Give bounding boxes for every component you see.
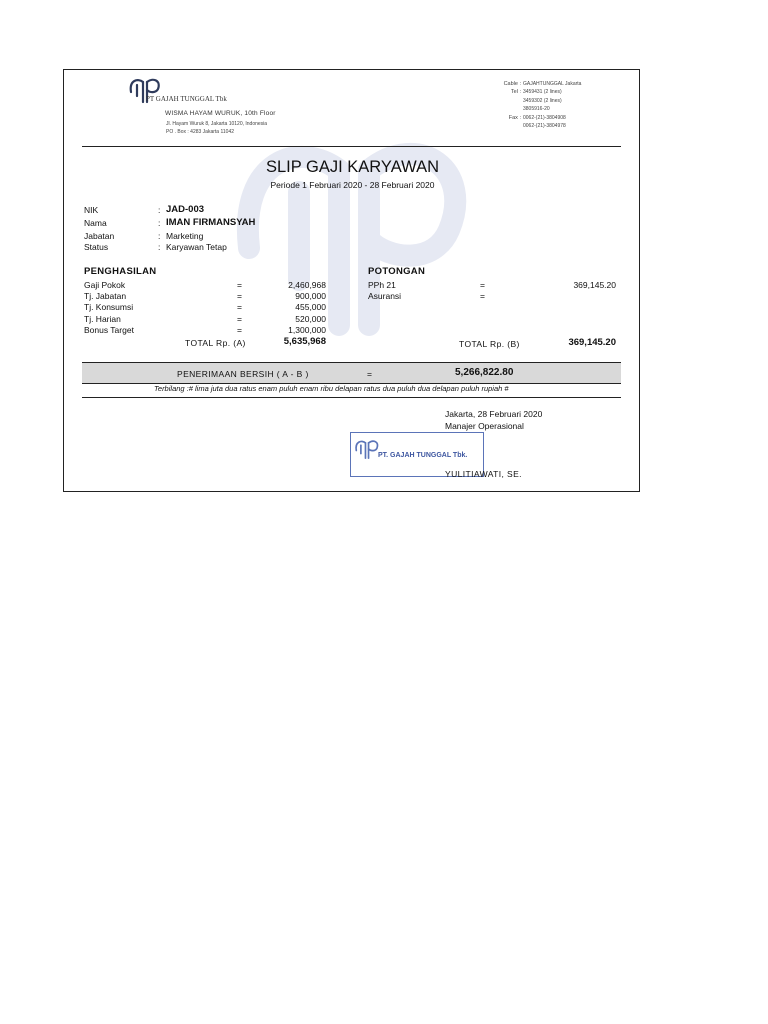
tel-value: 3459302 (2 lines) bbox=[523, 97, 562, 104]
deduction-item-label: Asuransi bbox=[368, 291, 402, 301]
nik-colon: : bbox=[158, 205, 161, 215]
fax-value: 0062-(21)-3804978 bbox=[523, 122, 566, 129]
income-item-label: Tj. Harian bbox=[84, 314, 121, 324]
header-divider bbox=[82, 146, 621, 147]
deduction-item-eq: = bbox=[480, 280, 485, 290]
name-value: IMAN FIRMANSYAH bbox=[166, 217, 256, 228]
deduction-item-eq: = bbox=[480, 291, 485, 301]
position-value: Marketing bbox=[166, 231, 204, 241]
company-po-box: PO . Box : 4283 Jakarta 11042 bbox=[166, 129, 235, 135]
signatory-name: YULITIAWATI, SE. bbox=[445, 469, 522, 479]
status-value: Karyawan Tetap bbox=[166, 242, 227, 252]
income-heading: PENGHASILAN bbox=[84, 266, 157, 277]
company-name: PT GAJAH TUNGGAL Tbk bbox=[146, 95, 227, 103]
income-item-label: Gaji Pokok bbox=[84, 280, 126, 290]
deduction-item-value: 369,145.20 bbox=[573, 280, 616, 290]
income-total-label: TOTAL Rp. (A) bbox=[185, 338, 246, 348]
tel-value: 3459431 (2 lines) bbox=[523, 89, 562, 96]
income-total-value: 5,635,968 bbox=[283, 336, 326, 347]
name-label: Nama bbox=[84, 218, 107, 228]
deduction-item-label: PPh 21 bbox=[368, 280, 396, 290]
deduction-total-label: TOTAL Rp. (B) bbox=[459, 339, 520, 349]
status-label: Status bbox=[84, 242, 109, 252]
stamp-logo-icon bbox=[354, 436, 380, 462]
income-item-eq: = bbox=[237, 325, 242, 335]
fax-value: 0062-(21)-3804908 bbox=[523, 114, 566, 121]
income-item-value: 1,300,000 bbox=[288, 325, 326, 335]
sign-position: Manajer Operasional bbox=[445, 421, 524, 431]
contact-labels bbox=[504, 80, 521, 122]
income-item-eq: = bbox=[237, 291, 242, 301]
income-item-label: Tj. Konsumsi bbox=[84, 302, 134, 312]
net-pay-value: 5,266,822.80 bbox=[455, 367, 514, 378]
income-item-value: 2,460,968 bbox=[288, 280, 326, 290]
net-pay-bar bbox=[82, 362, 621, 384]
company-building: WISMA HAYAM WURUK, 10th Floor bbox=[165, 110, 276, 117]
status-colon: : bbox=[158, 242, 161, 252]
footer-divider bbox=[82, 397, 621, 398]
net-pay-label: PENERIMAAN BERSIH ( A - B ) bbox=[177, 369, 309, 379]
income-item-value: 455,000 bbox=[295, 302, 326, 312]
pay-period: Periode 1 Februari 2020 - 28 Februari 2020 bbox=[270, 180, 435, 190]
income-item-eq: = bbox=[237, 302, 242, 312]
salary-slip bbox=[63, 69, 640, 492]
cable-label: Cable : bbox=[503, 81, 521, 87]
document-title: SLIP GAJI KARYAWAN bbox=[265, 158, 439, 176]
tel-label: Tel : bbox=[510, 89, 521, 96]
position-label: Jabatan bbox=[84, 231, 115, 241]
position-colon: : bbox=[158, 231, 161, 241]
company-address: Jl. Hayam Wuruk 8, Jakarta 10120, Indonesia bbox=[166, 121, 268, 127]
tel-value: 3805916-20 bbox=[523, 106, 550, 113]
net-pay-eq: = bbox=[367, 369, 372, 379]
income-item-label: Bonus Target bbox=[84, 325, 134, 335]
nik-label: NIK bbox=[84, 205, 99, 215]
income-item-label: Tj. Jabatan bbox=[84, 291, 127, 301]
fax-label: Fax : bbox=[508, 114, 521, 121]
sign-place-date: Jakarta, 28 Februari 2020 bbox=[445, 409, 543, 419]
amount-in-words: Terbilang :# lima juta dua ratus enam puluh enam ribu delapan ratus dua puluh dua delapan puluh rupiah # bbox=[154, 384, 509, 393]
deduction-total-value: 369,145.20 bbox=[568, 337, 616, 348]
nik-value: JAD-003 bbox=[166, 204, 205, 215]
cable-value: GAJAHTUNGGAL Jakarta bbox=[523, 81, 582, 87]
income-item-eq: = bbox=[237, 314, 242, 324]
stamp-text: PT. GAJAH TUNGGAL Tbk. bbox=[378, 452, 468, 459]
income-item-value: 900,000 bbox=[295, 291, 326, 301]
income-item-value: 520,000 bbox=[295, 314, 326, 324]
name-colon: : bbox=[158, 218, 161, 228]
income-item-eq: = bbox=[237, 280, 242, 290]
contact-values bbox=[523, 80, 581, 130]
deduction-heading: POTONGAN bbox=[368, 266, 426, 277]
